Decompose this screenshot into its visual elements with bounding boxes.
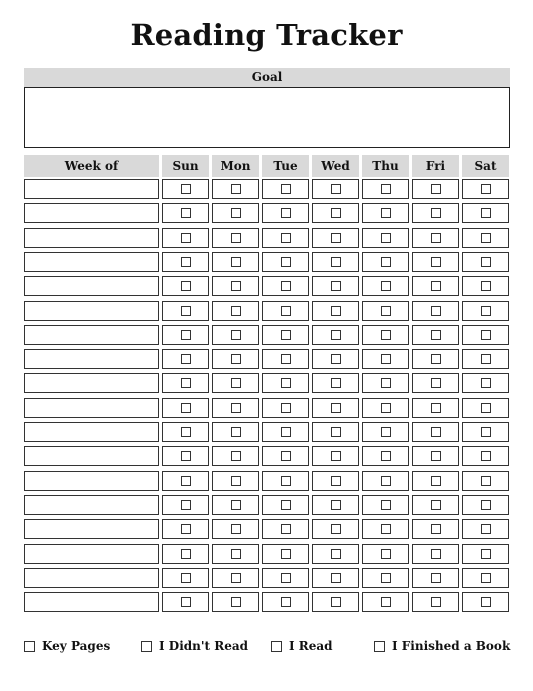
day-checkbox[interactable] (431, 378, 441, 388)
day-cell (462, 373, 509, 393)
day-checkbox[interactable] (181, 184, 191, 194)
day-checkbox[interactable] (181, 306, 191, 316)
day-cell (312, 349, 359, 369)
day-cell (212, 592, 259, 612)
day-cell (212, 325, 259, 345)
day-checkbox[interactable] (481, 233, 491, 243)
header-day-sat: Sat (462, 155, 509, 177)
day-checkbox[interactable] (281, 573, 291, 583)
day-cell (262, 446, 309, 466)
day-cell (262, 373, 309, 393)
day-checkbox[interactable] (231, 451, 241, 461)
legend-item-read[interactable] (271, 639, 333, 653)
day-cell (312, 544, 359, 564)
day-checkbox[interactable] (431, 403, 441, 413)
day-checkbox[interactable] (481, 427, 491, 437)
day-cell (212, 568, 259, 588)
day-cell (412, 179, 459, 199)
day-checkbox[interactable] (181, 524, 191, 534)
day-checkbox[interactable] (231, 354, 241, 364)
day-checkbox[interactable] (331, 549, 341, 559)
header-day-thu: Thu (362, 155, 409, 177)
day-cell (312, 228, 359, 248)
day-cell (362, 301, 409, 321)
day-cell (262, 398, 309, 418)
day-checkbox[interactable] (431, 524, 441, 534)
day-checkbox[interactable] (231, 257, 241, 267)
day-checkbox[interactable] (381, 354, 391, 364)
day-checkbox[interactable] (431, 500, 441, 510)
day-cell (212, 276, 259, 296)
day-checkbox[interactable] (181, 427, 191, 437)
day-checkbox[interactable] (281, 281, 291, 291)
day-checkbox[interactable] (181, 573, 191, 583)
day-cell (362, 519, 409, 539)
day-checkbox[interactable] (281, 524, 291, 534)
day-cell (312, 276, 359, 296)
day-cell (362, 203, 409, 223)
day-checkbox[interactable] (281, 184, 291, 194)
day-cell (262, 471, 309, 491)
day-checkbox[interactable] (431, 281, 441, 291)
day-checkbox[interactable] (331, 597, 341, 607)
day-cell (412, 252, 459, 272)
day-cell (262, 592, 309, 612)
week-of-field[interactable] (24, 228, 159, 248)
day-cell (262, 252, 309, 272)
day-cell (262, 228, 309, 248)
day-checkbox[interactable] (331, 500, 341, 510)
header-day-fri: Fri (412, 155, 459, 177)
day-cell (412, 398, 459, 418)
day-cell (212, 544, 259, 564)
day-checkbox[interactable] (481, 500, 491, 510)
week-of-field[interactable] (24, 568, 159, 588)
day-cell (162, 349, 209, 369)
day-checkbox[interactable] (181, 597, 191, 607)
legend-label-finished-book: I Finished a Book (392, 639, 511, 653)
day-cell (262, 495, 309, 515)
day-cell (312, 203, 359, 223)
day-checkbox[interactable] (431, 257, 441, 267)
week-of-field[interactable] (24, 373, 159, 393)
day-checkbox[interactable] (281, 476, 291, 486)
week-of-field[interactable] (24, 471, 159, 491)
day-checkbox[interactable] (481, 378, 491, 388)
day-checkbox[interactable] (181, 233, 191, 243)
day-checkbox[interactable] (281, 233, 291, 243)
day-cell (412, 592, 459, 612)
day-cell (312, 446, 359, 466)
day-checkbox[interactable] (231, 330, 241, 340)
day-cell (412, 203, 459, 223)
week-of-field[interactable] (24, 519, 159, 539)
day-cell (212, 471, 259, 491)
day-cell (212, 519, 259, 539)
day-cell (462, 203, 509, 223)
day-checkbox[interactable] (331, 427, 341, 437)
day-cell (162, 373, 209, 393)
day-checkbox[interactable] (331, 354, 341, 364)
day-checkbox[interactable] (481, 476, 491, 486)
day-checkbox[interactable] (281, 549, 291, 559)
day-checkbox[interactable] (331, 257, 341, 267)
day-cell (462, 179, 509, 199)
day-cell (362, 228, 409, 248)
day-checkbox[interactable] (281, 403, 291, 413)
day-checkbox[interactable] (481, 330, 491, 340)
day-checkbox[interactable] (331, 378, 341, 388)
day-cell (162, 228, 209, 248)
day-cell (212, 301, 259, 321)
day-checkbox[interactable] (331, 281, 341, 291)
day-cell (412, 276, 459, 296)
week-of-field[interactable] (24, 276, 159, 296)
day-checkbox[interactable] (231, 281, 241, 291)
day-cell (462, 568, 509, 588)
day-checkbox[interactable] (181, 257, 191, 267)
week-of-field[interactable] (24, 349, 159, 369)
day-checkbox[interactable] (431, 597, 441, 607)
day-cell (312, 592, 359, 612)
day-cell (362, 422, 409, 442)
day-checkbox[interactable] (231, 427, 241, 437)
day-checkbox[interactable] (281, 208, 291, 218)
day-checkbox[interactable] (381, 524, 391, 534)
day-checkbox[interactable] (181, 403, 191, 413)
day-cell (362, 325, 409, 345)
day-checkbox[interactable] (481, 354, 491, 364)
day-cell (162, 179, 209, 199)
day-checkbox[interactable] (431, 354, 441, 364)
day-cell (162, 495, 209, 515)
header-day-sun: Sun (162, 155, 209, 177)
day-checkbox[interactable] (281, 378, 291, 388)
day-checkbox[interactable] (481, 208, 491, 218)
day-checkbox[interactable] (381, 451, 391, 461)
day-checkbox[interactable] (181, 281, 191, 291)
day-cell (312, 422, 359, 442)
goal-header: Goal (24, 68, 510, 87)
day-checkbox[interactable] (431, 306, 441, 316)
day-checkbox[interactable] (431, 451, 441, 461)
day-cell (212, 373, 259, 393)
header-day-mon: Mon (212, 155, 259, 177)
day-checkbox[interactable] (231, 306, 241, 316)
day-cell (262, 203, 309, 223)
day-cell (462, 422, 509, 442)
day-cell (262, 179, 309, 199)
header-week-of: Week of (24, 155, 159, 177)
day-cell (412, 301, 459, 321)
day-checkbox[interactable] (431, 427, 441, 437)
day-cell (162, 592, 209, 612)
day-checkbox[interactable] (381, 573, 391, 583)
day-checkbox[interactable] (381, 257, 391, 267)
day-checkbox[interactable] (331, 330, 341, 340)
day-cell (312, 301, 359, 321)
day-checkbox[interactable] (481, 597, 491, 607)
day-cell (412, 325, 459, 345)
day-cell (362, 252, 409, 272)
day-checkbox[interactable] (181, 476, 191, 486)
day-cell (462, 544, 509, 564)
day-cell (462, 519, 509, 539)
day-checkbox[interactable] (481, 549, 491, 559)
day-checkbox[interactable] (231, 208, 241, 218)
legend-label-key-pages: Key Pages (42, 639, 111, 653)
day-cell (462, 252, 509, 272)
day-cell (362, 398, 409, 418)
legend-label-didnt-read: I Didn't Read (159, 639, 249, 653)
day-cell (262, 544, 309, 564)
day-checkbox[interactable] (431, 184, 441, 194)
day-checkbox[interactable] (431, 573, 441, 583)
day-cell (212, 422, 259, 442)
day-cell (412, 422, 459, 442)
day-checkbox[interactable] (481, 257, 491, 267)
day-cell (262, 276, 309, 296)
day-cell (162, 398, 209, 418)
day-checkbox[interactable] (181, 208, 191, 218)
day-cell (462, 276, 509, 296)
day-cell (362, 544, 409, 564)
day-checkbox[interactable] (381, 378, 391, 388)
day-checkbox[interactable] (281, 354, 291, 364)
week-of-field[interactable] (24, 422, 159, 442)
day-checkbox[interactable] (231, 378, 241, 388)
day-checkbox[interactable] (381, 281, 391, 291)
day-cell (462, 446, 509, 466)
day-cell (162, 252, 209, 272)
day-checkbox[interactable] (381, 233, 391, 243)
day-checkbox[interactable] (381, 476, 391, 486)
day-cell (462, 471, 509, 491)
day-cell (362, 495, 409, 515)
day-checkbox[interactable] (431, 233, 441, 243)
day-checkbox[interactable] (381, 184, 391, 194)
day-cell (412, 568, 459, 588)
day-cell (312, 373, 359, 393)
day-checkbox[interactable] (231, 500, 241, 510)
day-cell (212, 228, 259, 248)
day-cell (312, 179, 359, 199)
day-cell (362, 471, 409, 491)
day-checkbox[interactable] (331, 573, 341, 583)
day-cell (462, 301, 509, 321)
day-cell (312, 495, 359, 515)
day-cell (362, 592, 409, 612)
day-cell (462, 495, 509, 515)
day-checkbox[interactable] (431, 549, 441, 559)
day-cell (412, 349, 459, 369)
day-checkbox[interactable] (331, 476, 341, 486)
day-checkbox[interactable] (331, 451, 341, 461)
day-cell (262, 422, 309, 442)
day-cell (212, 179, 259, 199)
day-checkbox[interactable] (231, 403, 241, 413)
day-cell (412, 495, 459, 515)
day-checkbox[interactable] (231, 184, 241, 194)
day-cell (262, 568, 309, 588)
day-cell (462, 592, 509, 612)
day-checkbox[interactable] (481, 281, 491, 291)
day-cell (262, 519, 309, 539)
day-checkbox[interactable] (381, 208, 391, 218)
day-cell (162, 446, 209, 466)
day-cell (262, 301, 309, 321)
day-checkbox[interactable] (181, 330, 191, 340)
day-checkbox[interactable] (481, 184, 491, 194)
legend-item-finished-book[interactable] (374, 639, 510, 653)
day-checkbox[interactable] (231, 233, 241, 243)
day-cell (412, 228, 459, 248)
day-cell (412, 373, 459, 393)
day-checkbox[interactable] (381, 500, 391, 510)
day-cell (412, 544, 459, 564)
day-checkbox[interactable] (281, 427, 291, 437)
week-of-field[interactable] (24, 179, 159, 199)
day-checkbox[interactable] (231, 524, 241, 534)
day-cell (362, 179, 409, 199)
day-cell (162, 544, 209, 564)
week-of-field[interactable] (24, 592, 159, 612)
day-checkbox[interactable] (281, 597, 291, 607)
day-checkbox[interactable] (181, 451, 191, 461)
day-cell (162, 203, 209, 223)
day-checkbox[interactable] (481, 524, 491, 534)
day-checkbox[interactable] (281, 330, 291, 340)
day-cell (212, 446, 259, 466)
day-cell (412, 519, 459, 539)
week-of-field[interactable] (24, 252, 159, 272)
day-cell (162, 301, 209, 321)
day-cell (162, 471, 209, 491)
day-cell (312, 471, 359, 491)
page-title: Reading Tracker (130, 18, 403, 52)
week-of-field[interactable] (24, 398, 159, 418)
day-cell (412, 446, 459, 466)
week-of-field[interactable] (24, 495, 159, 515)
day-cell (312, 519, 359, 539)
day-checkbox[interactable] (281, 451, 291, 461)
day-checkbox[interactable] (481, 306, 491, 316)
day-checkbox[interactable] (331, 403, 341, 413)
day-cell (162, 519, 209, 539)
day-checkbox[interactable] (181, 354, 191, 364)
day-cell (212, 252, 259, 272)
day-checkbox[interactable] (381, 549, 391, 559)
day-cell (312, 252, 359, 272)
day-cell (262, 325, 309, 345)
day-checkbox[interactable] (431, 476, 441, 486)
day-checkbox[interactable] (431, 330, 441, 340)
day-cell (362, 568, 409, 588)
header-day-wed: Wed (312, 155, 359, 177)
day-cell (462, 349, 509, 369)
day-cell (212, 203, 259, 223)
day-checkbox[interactable] (381, 597, 391, 607)
day-cell (312, 325, 359, 345)
legend-checkbox-read[interactable] (271, 641, 282, 652)
day-cell (412, 471, 459, 491)
day-checkbox[interactable] (331, 306, 341, 316)
day-cell (212, 495, 259, 515)
day-cell (262, 349, 309, 369)
day-cell (312, 398, 359, 418)
day-checkbox[interactable] (381, 427, 391, 437)
day-checkbox[interactable] (281, 257, 291, 267)
day-cell (162, 276, 209, 296)
day-checkbox[interactable] (181, 500, 191, 510)
day-checkbox[interactable] (431, 208, 441, 218)
day-cell (362, 373, 409, 393)
week-of-field[interactable] (24, 446, 159, 466)
day-checkbox[interactable] (181, 378, 191, 388)
day-cell (362, 276, 409, 296)
header-day-tue: Tue (262, 155, 309, 177)
legend-item-key-pages[interactable] (24, 639, 110, 653)
legend-checkbox-didnt-read[interactable] (141, 641, 152, 652)
day-checkbox[interactable] (331, 233, 341, 243)
day-checkbox[interactable] (381, 330, 391, 340)
legend-item-didnt-read[interactable] (141, 639, 248, 653)
day-checkbox[interactable] (281, 500, 291, 510)
day-cell (462, 325, 509, 345)
day-cell (162, 422, 209, 442)
day-checkbox[interactable] (481, 573, 491, 583)
day-cell (362, 349, 409, 369)
legend-checkbox-finished-book[interactable] (374, 641, 385, 652)
day-checkbox[interactable] (481, 451, 491, 461)
day-checkbox[interactable] (181, 549, 191, 559)
day-cell (312, 568, 359, 588)
day-cell (462, 398, 509, 418)
day-cell (462, 228, 509, 248)
day-checkbox[interactable] (231, 476, 241, 486)
week-of-field[interactable] (24, 203, 159, 223)
day-checkbox[interactable] (481, 403, 491, 413)
day-checkbox[interactable] (331, 208, 341, 218)
day-cell (212, 349, 259, 369)
day-cell (212, 398, 259, 418)
goal-input-box[interactable] (24, 87, 510, 148)
week-of-field[interactable] (24, 301, 159, 321)
day-checkbox[interactable] (331, 184, 341, 194)
day-checkbox[interactable] (381, 403, 391, 413)
day-cell (162, 325, 209, 345)
day-checkbox[interactable] (231, 549, 241, 559)
legend-checkbox-key-pages[interactable] (24, 641, 35, 652)
week-of-field[interactable] (24, 325, 159, 345)
legend-label-read: I Read (289, 639, 333, 653)
day-cell (362, 446, 409, 466)
day-checkbox[interactable] (331, 524, 341, 534)
day-checkbox[interactable] (381, 306, 391, 316)
day-checkbox[interactable] (231, 597, 241, 607)
week-of-field[interactable] (24, 544, 159, 564)
day-cell (162, 568, 209, 588)
day-checkbox[interactable] (231, 573, 241, 583)
day-checkbox[interactable] (281, 306, 291, 316)
